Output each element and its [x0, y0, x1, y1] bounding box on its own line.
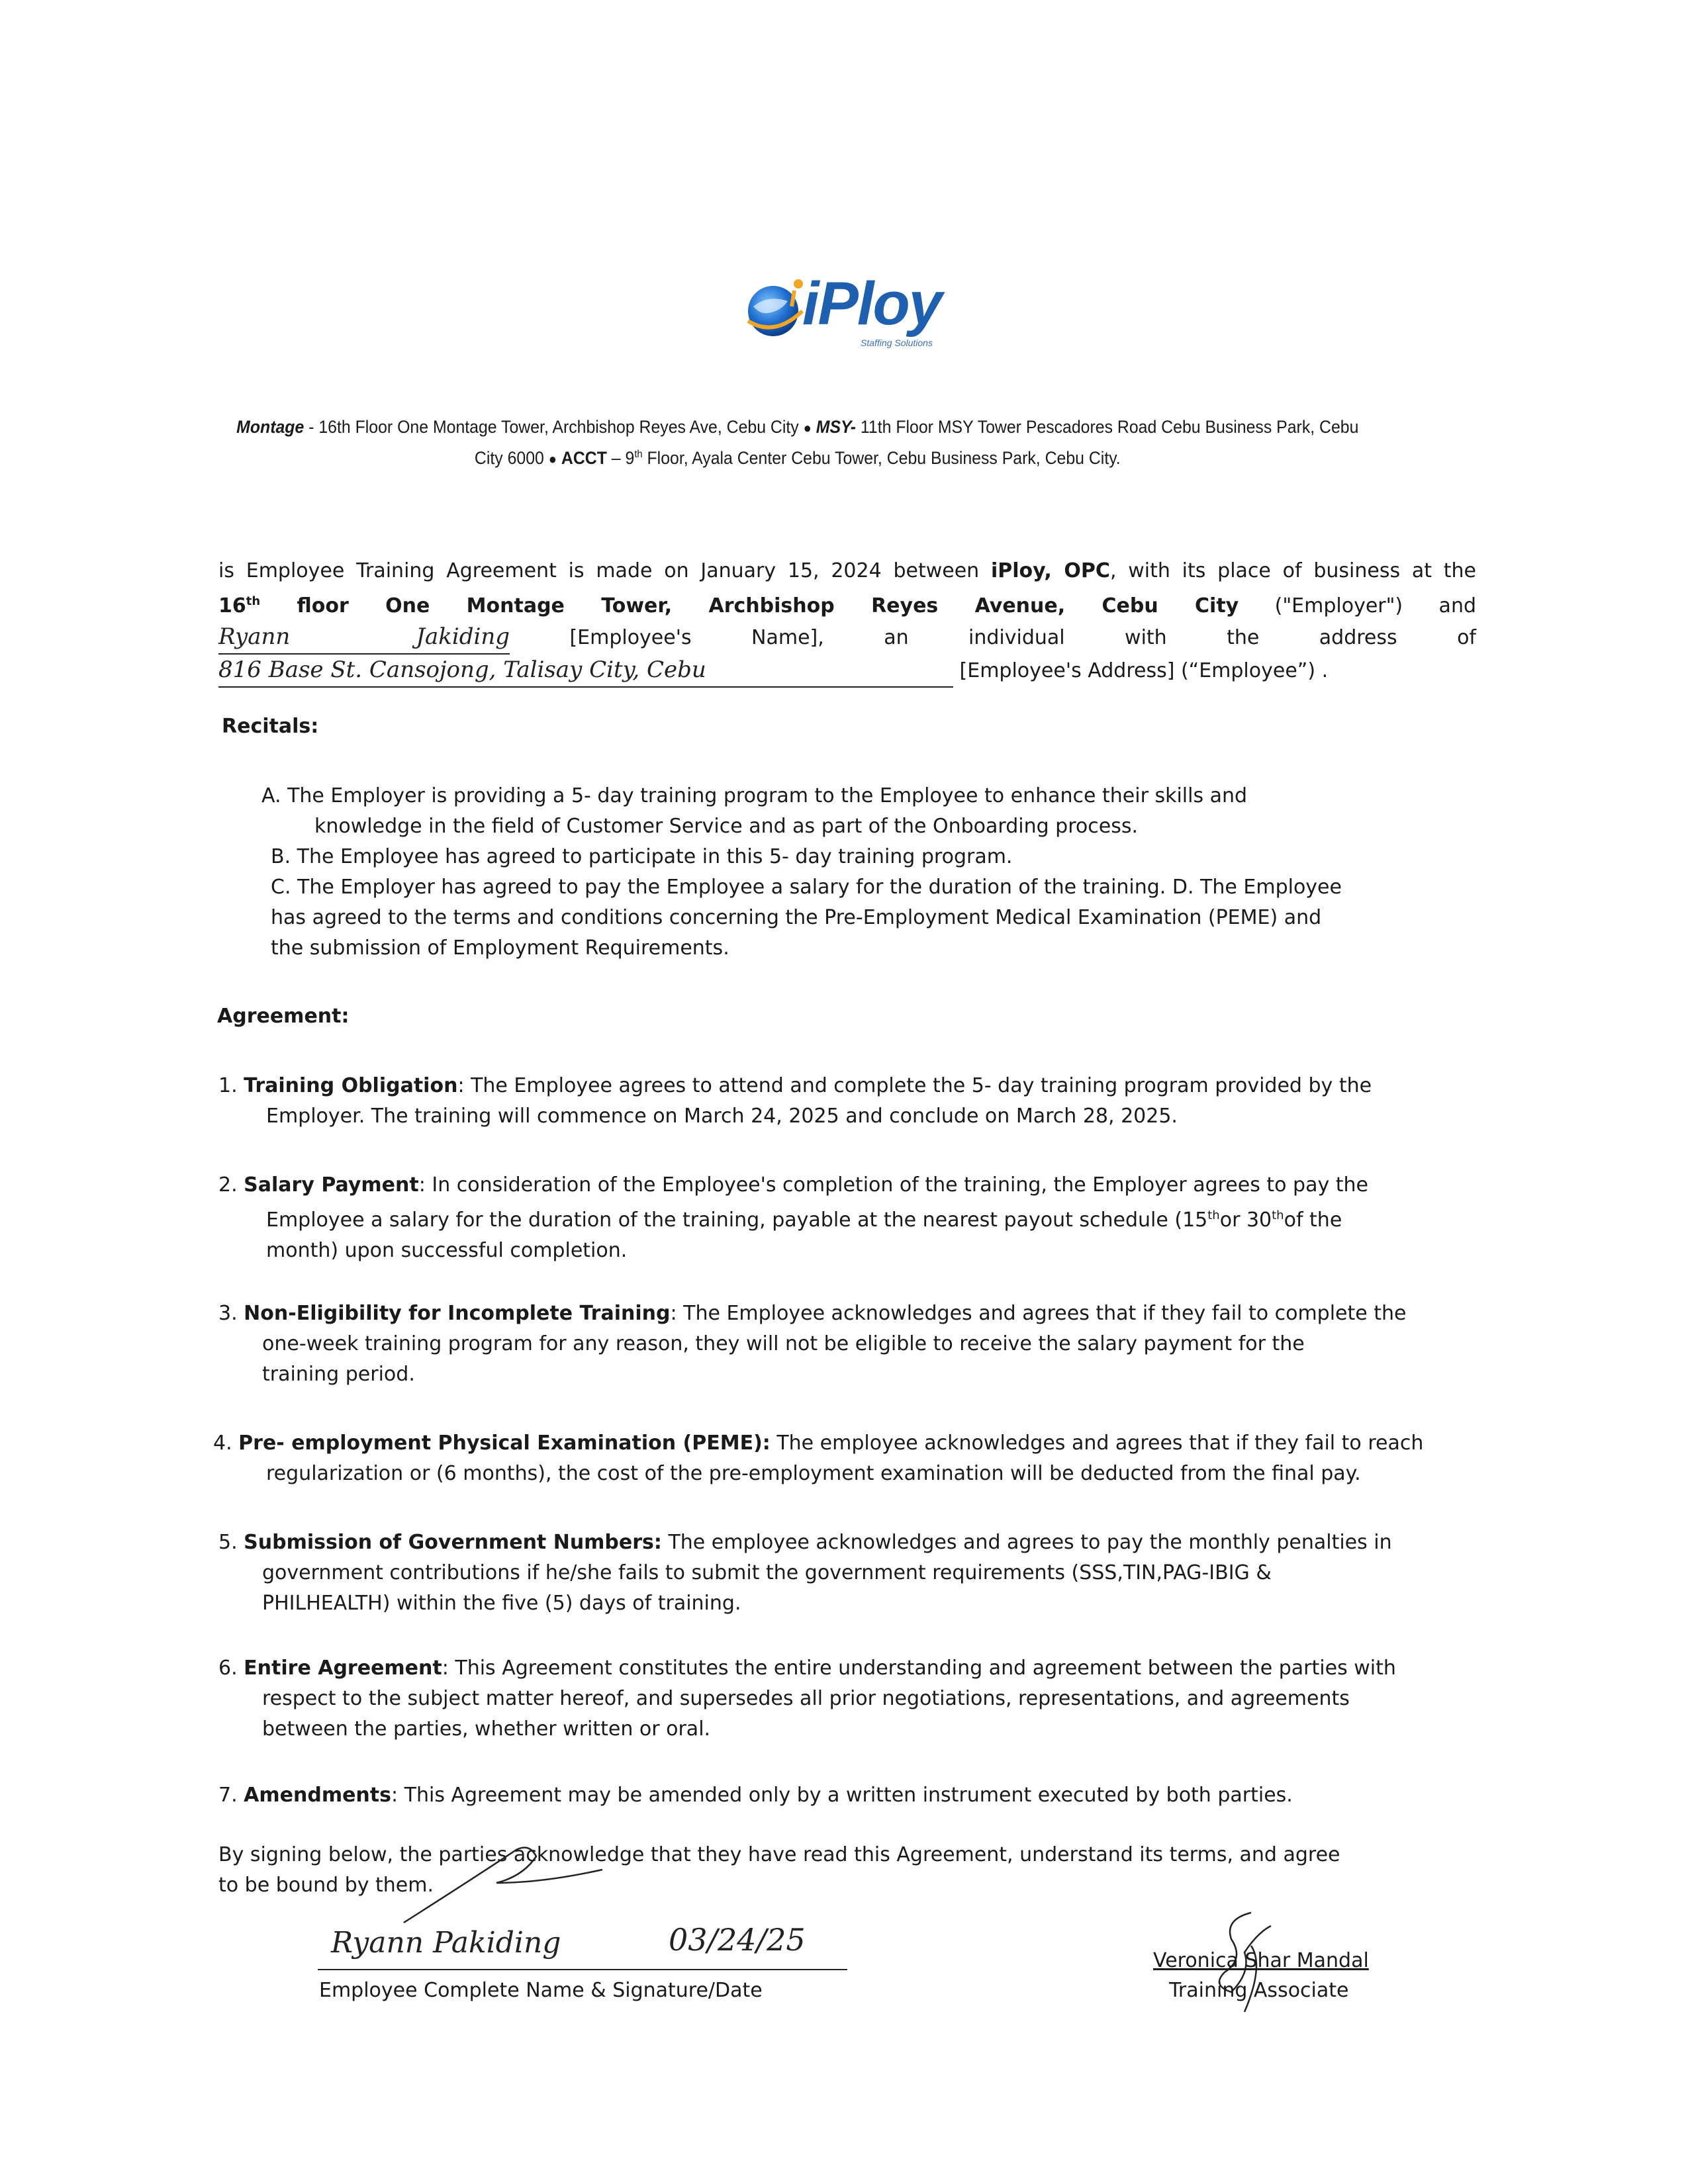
agreement-item-6 — [218, 1653, 1476, 1745]
bullet-icon: ● — [548, 451, 557, 467]
item-text: respect to the subject matter hereof, and supersedes all prior negotiations, representations, and agreements — [262, 1687, 1350, 1710]
item-sup: th — [1207, 1208, 1220, 1222]
item-number: 1. — [218, 1074, 244, 1097]
bullet-icon: ● — [803, 420, 812, 436]
acct-sup: th — [634, 449, 643, 460]
acct-address-post: Floor, Ayala Center Cebu Tower, Cebu Business Park, Cebu City. — [642, 448, 1121, 468]
recitals-list — [261, 781, 1440, 964]
item-text: : In consideration of the Employee's completion of the training, the Employer agrees to pay the — [418, 1173, 1368, 1197]
intro-part2: , with its place of business at the — [1109, 559, 1476, 582]
item-lead: Salary Payment — [244, 1173, 419, 1197]
intro-part3: ("Employer") and — [1239, 594, 1476, 617]
item-text: training period. — [262, 1363, 415, 1386]
acct-address-pre: – 9 — [606, 448, 635, 468]
agreement-item-5 — [218, 1527, 1476, 1619]
item-text: : This Agreement may be amended only by a written instrument executed by both parties. — [391, 1784, 1293, 1807]
company-name: iPloy, OPC — [990, 559, 1110, 582]
logo-tagline: Staffing Solutions — [861, 338, 933, 348]
item-number: 4. — [213, 1432, 239, 1455]
employee-name-label: [Employee's Name], an individual with the address of — [569, 626, 1476, 649]
employee-signature-caption: Employee Complete Name & Signature/Date — [319, 1979, 763, 2002]
employee-signature: Ryann Pakiding — [331, 1926, 561, 1960]
item-text: Employee a salary for the duration of the training, payable at the nearest payout schedule (15 — [266, 1208, 1208, 1232]
signature-flourish-icon — [397, 1837, 609, 1929]
item-text: or 30 — [1219, 1208, 1272, 1232]
item-lead: Pre- employment Physical Examination (PEME): — [238, 1432, 771, 1455]
item-number: 5. — [218, 1531, 244, 1554]
item-lead: Amendments — [244, 1784, 391, 1807]
item-text: Employer. The training will commence on March 24, 2025 and conclude on March 28, 2025. — [266, 1105, 1178, 1128]
trainer-role: Training Associate — [1169, 1979, 1349, 2002]
montage-address: - 16th Floor One Montage Tower, Archbishop Reyes Ave, Cebu City — [304, 417, 804, 437]
acct-label: ACCT — [561, 448, 607, 468]
agreement-item-1 — [218, 1071, 1476, 1132]
item-text: : The Employee agrees to attend and complete the 5- day training program provided by the — [457, 1074, 1372, 1097]
employee-signature-line — [318, 1969, 847, 1970]
logo-wordmark: iPloy — [802, 270, 941, 338]
agreement-item-4 — [213, 1428, 1471, 1489]
signing-line1: By signing below, the parties acknowledge that they have read this Agreement, understand its terms, and agree — [218, 1843, 1340, 1866]
montage-label: Montage — [236, 417, 305, 437]
trainer-name: Veronica Shar Mandal — [1153, 1949, 1369, 1972]
item-text: between the parties, whether written or oral. — [262, 1717, 711, 1741]
agreement-item-2 — [218, 1170, 1476, 1266]
employee-name-handwritten: Ryann Jakiding — [218, 623, 510, 650]
recital-a-line1: A. The Employer is providing a 5- day training program to the Employee to enhance their skills and — [261, 784, 1248, 807]
item-number: 3. — [218, 1302, 244, 1325]
item-lead: Non-Eligibility for Incomplete Training — [244, 1302, 671, 1325]
item-lead: Submission of Government Numbers: — [244, 1531, 662, 1554]
msy-label: MSY- — [816, 417, 857, 437]
item-text: government contributions if he/she fails to submit the government requirements (SSS,TIN,PAG-IBIG & — [262, 1561, 1272, 1584]
recital-b: B. The Employee has agreed to participate in this 5- day training program. — [271, 845, 1013, 868]
company-logo — [741, 261, 960, 354]
employee-address-label: [Employee's Address] (“Employee”) . — [959, 659, 1329, 682]
recitals-heading: Recitals: — [222, 715, 319, 738]
item-number: 2. — [218, 1173, 244, 1197]
recital-c-line1: C. The Employer has agreed to pay the Employee a salary for the duration of the training. D. The Employee — [271, 876, 1342, 899]
item-text: The employee acknowledges and agrees to pay the monthly penalties in — [661, 1531, 1392, 1554]
intro-paragraph — [218, 556, 1476, 688]
floor-rest: floor One Montage Tower, Archbishop Reyes Avenue, Cebu City — [260, 594, 1239, 617]
recital-c-line2: has agreed to the terms and conditions concerning the Pre-Employment Medical Examination (PEME) and — [271, 906, 1322, 929]
item-text: The employee acknowledges and agrees that if they fail to reach — [770, 1432, 1424, 1455]
agreement-item-3 — [218, 1298, 1476, 1390]
intro-part1: is Employee Training Agreement is made on January 15, 2024 between — [218, 559, 991, 582]
item-text: month) upon successful completion. — [266, 1239, 628, 1262]
employee-address-handwritten: 816 Base St. Cansojong, Talisay City, Cebu — [218, 657, 706, 683]
recital-a-line2: knowledge in the field of Customer Service and as part of the Onboarding process. — [314, 815, 1139, 838]
floor-number: 16 — [218, 594, 246, 617]
msy-address: 11th Floor MSY Tower Pescadores Road Cebu Business Park, Cebu City 6000 — [474, 417, 1359, 468]
office-addresses — [225, 414, 1370, 473]
item-number: 6. — [218, 1657, 244, 1680]
item-number: 7. — [218, 1784, 244, 1807]
signing-line2: to be bound by them. — [218, 1874, 434, 1897]
item-lead: Training Obligation — [244, 1074, 458, 1097]
item-sup: th — [1272, 1208, 1284, 1222]
floor-sup: th — [246, 594, 261, 608]
item-text: regularization or (6 months), the cost of the pre-employment examination will be deducted from the final pay. — [266, 1462, 1361, 1485]
agreement-heading: Agreement: — [217, 1005, 350, 1028]
item-lead: Entire Agreement — [244, 1657, 442, 1680]
recital-c-line3: the submission of Employment Requirements. — [271, 936, 729, 960]
globe-logo-icon — [741, 275, 808, 341]
item-text: PHILHEALTH) within the five (5) days of training. — [262, 1592, 741, 1615]
employee-sign-date: 03/24/25 — [669, 1922, 806, 1958]
item-text: : This Agreement constitutes the entire understanding and agreement between the parties with — [442, 1657, 1396, 1680]
agreement-item-7 — [218, 1780, 1476, 1811]
item-text: one-week training program for any reason, they will not be eligible to receive the salary payment for the — [262, 1332, 1305, 1355]
item-text: : The Employee acknowledges and agrees that if they fail to complete the — [670, 1302, 1407, 1325]
item-text: of the — [1284, 1208, 1342, 1232]
